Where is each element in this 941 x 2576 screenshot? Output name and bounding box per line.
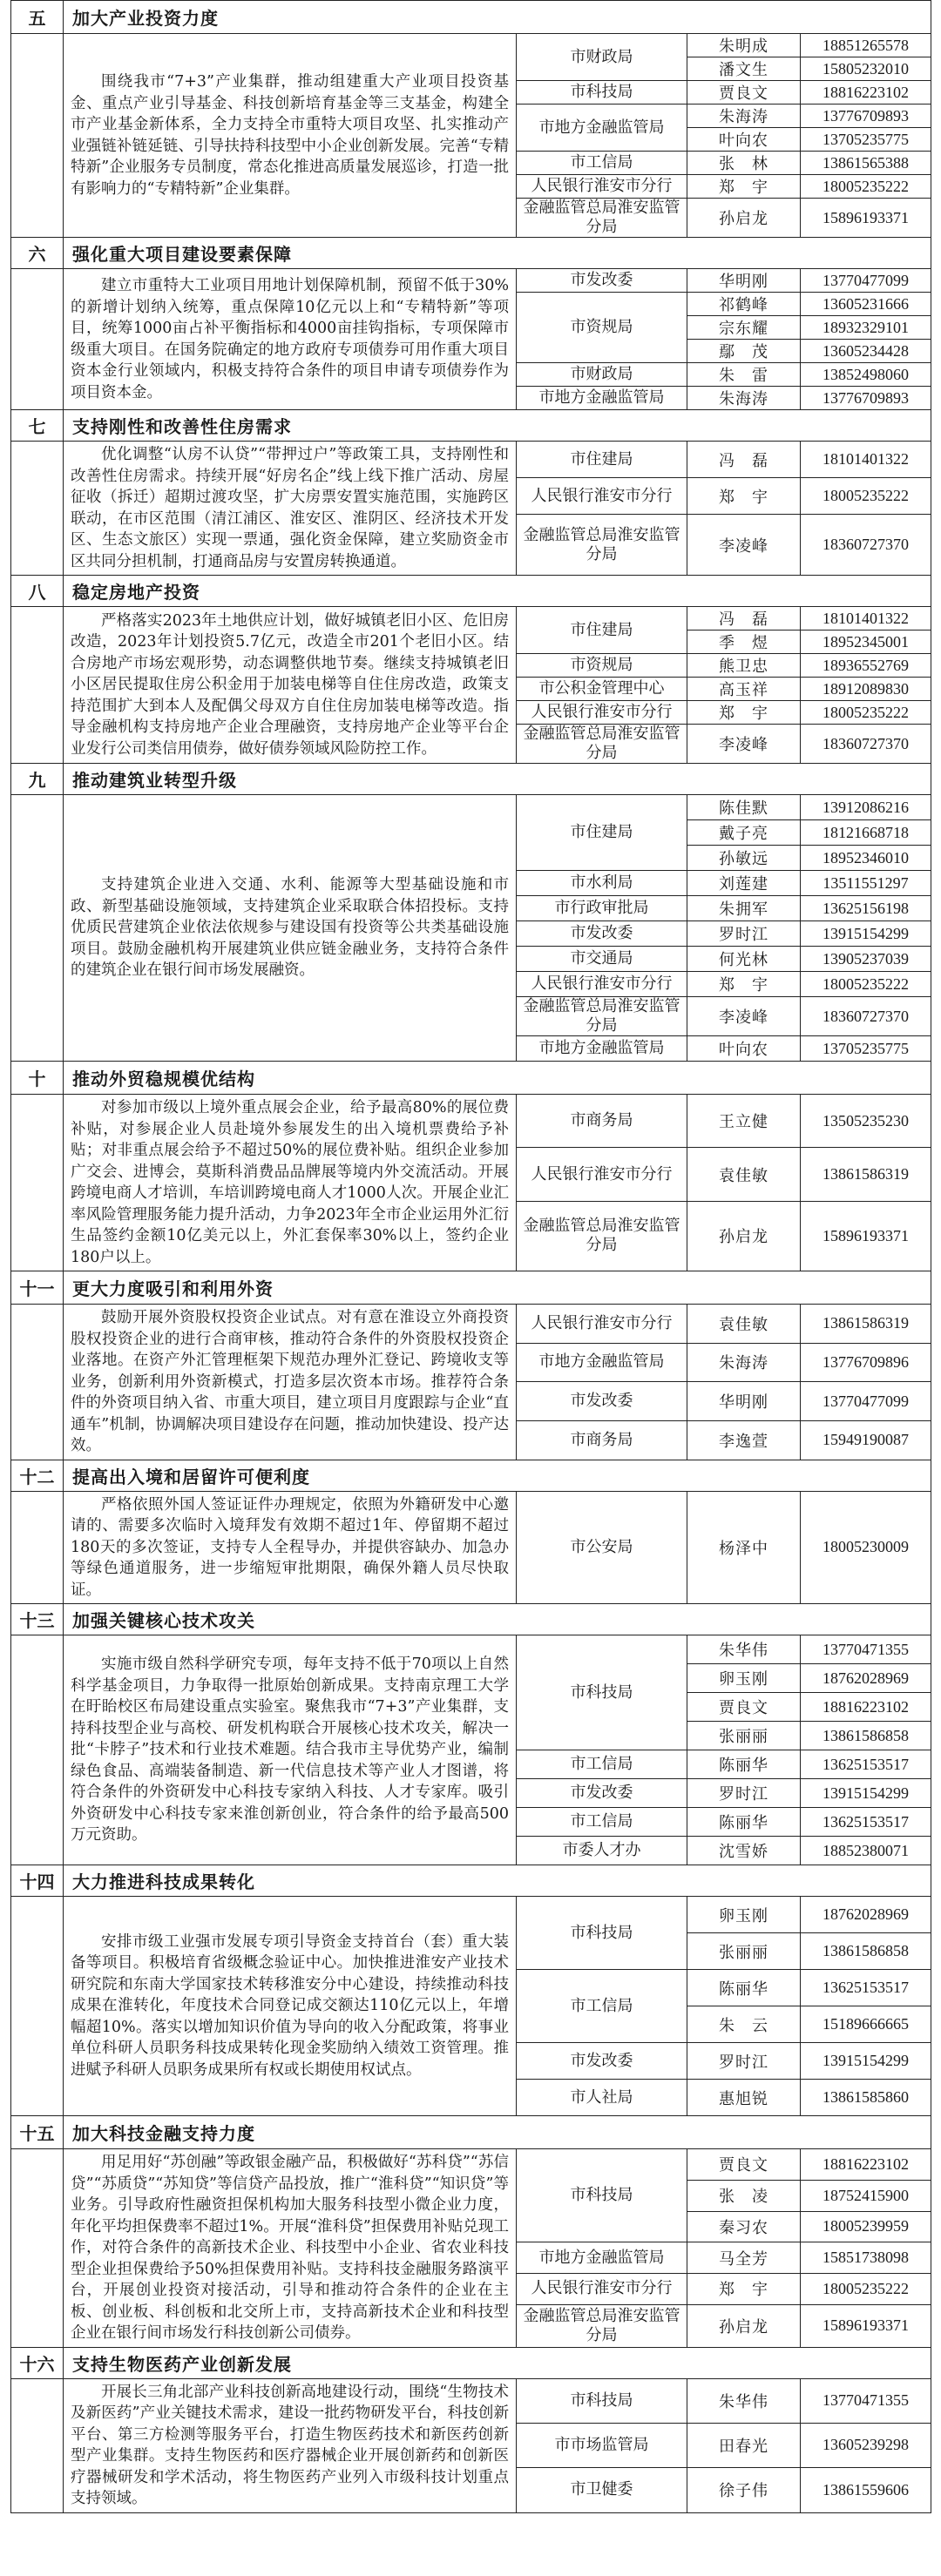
section-description: 对参加市级以上境外重点展会企业，给予最高80%的展位费补贴，对参展企业人员赴境外参展发生的出入境机票费给予补贴；对非重点展会给予不超过50%的展位费补贴。组织企业参加广交会、进博会，莫斯科消费品品牌展等境内外交流活动。开展跨境电商人才培训，车培训跨境电商人才1000人次。开展企业汇率风险管理服务能力提升活动，力争2023年全市企业运用外汇衍生品签约金额10亿美元以上，外汇套保率30%以上，签约企业180户以上。: [64, 1095, 517, 1271]
contact-row: [11, 1305, 931, 1344]
department-name: 市发改委: [517, 269, 687, 293]
department-name: 市科技局: [517, 2149, 687, 2242]
department-name: 人民银行淮安市分行: [517, 701, 687, 725]
section-title: 加强关键核心技术攻关: [64, 1604, 931, 1635]
contact-person: 冯 磊: [687, 442, 801, 478]
section-number: 十: [11, 1062, 64, 1095]
department-name: 市资规局: [517, 293, 687, 363]
department-name: 人民银行淮安市分行: [517, 175, 687, 199]
contact-person: 戴子亮: [687, 820, 801, 846]
section-description: 开展长三角北部产业科技创新高地建设行动，围绕“生物技术及新医药”产业关键技术需求，建设一批药物研发平台，科技创新平台、第三方检测等服务平台，打造生物医药技术和新医药创新型产业集群。支持生物医药和医疗器械企业开展创新药和创新医疗器械研发和学术活动，将生物医药产业列入市级科技计划重点支持领域。: [64, 2378, 517, 2512]
contact-row: [11, 34, 931, 57]
contact-phone[interactable]: 13861559606: [801, 2468, 931, 2512]
contact-person: 宗东耀: [687, 316, 801, 340]
contact-phone[interactable]: 13861585860: [801, 2080, 931, 2116]
contact-person: 郑 宇: [687, 972, 801, 997]
department-name: 市财政局: [517, 34, 687, 81]
section-number: 十二: [11, 1460, 64, 1491]
contact-phone[interactable]: 18005235222: [801, 478, 931, 515]
department-name: 市资规局: [517, 654, 687, 678]
department-name: 市发改委: [517, 1779, 687, 1808]
department-name: 金融监管总局淮安监管分局: [517, 515, 687, 576]
department-name: 市委人才办: [517, 1837, 687, 1865]
department-name: 金融监管总局淮安监管分局: [517, 725, 687, 764]
section-number-spacer: [11, 1635, 64, 1865]
section-header-row: [11, 238, 931, 269]
contact-row: [11, 607, 931, 631]
contact-phone[interactable]: 18101401322: [801, 607, 931, 631]
contact-person: 朱明成: [687, 34, 801, 57]
section-number-spacer: [11, 795, 64, 1062]
section-header-row: [11, 1062, 931, 1095]
contact-person: 贾良文: [687, 81, 801, 105]
contact-phone[interactable]: 18816223102: [801, 81, 931, 105]
department-name: 市发改委: [517, 1382, 687, 1421]
contact-phone[interactable]: 18005239959: [801, 2211, 931, 2242]
contact-phone[interactable]: 13705235775: [801, 128, 931, 152]
section-description: 实施市级自然科学研究专项，每年支持不低于70项以上自然科学基金项目，力争取得一批原始创新成果。支持南京理工大学在盱眙校区布局建设重点实验室。聚焦我市“7+3”产业集群，支持科技型企业与高校、研发机构联合开展核心技术攻关，解决一批“卡脖子”技术和行业技术难题。结合我市主导优势产业，编制绿色食品、高端装备制造、新一代信息技术等产业人才图谱，将符合条件的外资研发中心科技专家纳入科技、人才专家库。吸引外资研发中心科技专家来淮创新创业，符合条件的给予最高500万元资助。: [64, 1635, 517, 1865]
department-name: 市地方金融监管局: [517, 1343, 687, 1382]
contact-phone[interactable]: 18912089830: [801, 678, 931, 701]
section-header-row: [11, 1460, 931, 1491]
contact-person: 李凌峰: [687, 725, 801, 764]
contact-row: [11, 2378, 931, 2423]
section-title: 加大科技金融支持力度: [64, 2116, 931, 2149]
department-name: 市水利局: [517, 871, 687, 896]
section-header-row: [11, 2116, 931, 2149]
contact-person: 贾良文: [687, 1693, 801, 1722]
section-number: 十三: [11, 1604, 64, 1635]
contact-person: 马全芳: [687, 2242, 801, 2274]
contact-person: 贾良文: [687, 2149, 801, 2181]
department-name: 市地方金融监管局: [517, 387, 687, 410]
contact-person: 李逸萱: [687, 1420, 801, 1460]
contact-phone[interactable]: 18360727370: [801, 997, 931, 1036]
section-number-spacer: [11, 2378, 64, 2512]
contact-person: 王立健: [687, 1095, 801, 1148]
section-description: 建立市重特大工业项目用地计划保障机制，预留不低于30%的新增计划纳入统筹，重点保障10亿元以上和“专精特新”等项目，统筹1000亩占补平衡指标和4000亩挂钩指标，专项保障市级重大项目。在国务院确定的地方政府专项债券可用作重大项目资本金行业领域内，积极支持符合条件的项目申请专项债券作为项目资本金。: [64, 269, 517, 410]
contact-phone[interactable]: 13625153517: [801, 1750, 931, 1779]
contact-row: [11, 1095, 931, 1148]
contact-person: 陈丽华: [687, 1970, 801, 2006]
section-number: 五: [11, 1, 64, 34]
contact-phone[interactable]: 13776709896: [801, 1343, 931, 1382]
contact-phone[interactable]: 15851738098: [801, 2242, 931, 2274]
contact-person: 叶向农: [687, 128, 801, 152]
contact-phone[interactable]: 13852498060: [801, 363, 931, 387]
contact-person: 孙启龙: [687, 1201, 801, 1271]
department-name: 市工信局: [517, 1750, 687, 1779]
contact-phone[interactable]: 13511551297: [801, 871, 931, 896]
contact-phone[interactable]: 18851265578: [801, 34, 931, 57]
section-title: 支持生物医药产业创新发展: [64, 2347, 931, 2378]
department-name: 金融监管总局淮安监管分局: [517, 199, 687, 238]
section-title: 提高出入境和居留许可便利度: [64, 1460, 931, 1491]
contact-phone[interactable]: 18101401322: [801, 442, 931, 478]
department-name: 市人社局: [517, 2080, 687, 2116]
contact-phone[interactable]: 13625153517: [801, 1970, 931, 2006]
contact-person: 袁佳敏: [687, 1148, 801, 1201]
contact-person: 鄢 茂: [687, 340, 801, 363]
section-title: 推动外贸稳规模优结构: [64, 1062, 931, 1095]
contact-phone[interactable]: 13625153517: [801, 1808, 931, 1837]
contact-phone[interactable]: 13776709893: [801, 105, 931, 128]
contact-phone[interactable]: 13770471355: [801, 2378, 931, 2423]
section-title: 大力推进科技成果转化: [64, 1865, 931, 1897]
contact-phone[interactable]: 18005235222: [801, 175, 931, 199]
contact-phone[interactable]: 18762028969: [801, 1897, 931, 1933]
department-name: 市公安局: [517, 1491, 687, 1604]
section-title: 更大力度吸引和利用外资: [64, 1271, 931, 1305]
contact-phone[interactable]: 13770477099: [801, 269, 931, 293]
contact-person: 张丽丽: [687, 1722, 801, 1750]
contact-person: 张丽丽: [687, 1933, 801, 1970]
section-description: 围绕我市“7+3”产业集群，推动组建重大产业项目投资基金、重点产业引导基金、科技创新培育基金等三支基金，构建全市产业基金新体系，全力支持全市重特大项目攻坚、扎实推动产业强链补链延链、引导扶持科技型中小企业创新发展。完善“专精特新”企业服务专员制度，常态化推进高质量发展巡诊，打造一批有影响力的“专精特新”企业集群。: [64, 34, 517, 238]
section-description: 鼓励开展外资股权投资企业试点。对有意在淮设立外商投资股权投资企业的进行合商审核，推动符合条件的外资股权投资企业落地。在资产外汇管理框架下规范办理外汇登记、跨境收支等业务，创新利用外资新模式，打造多层次资本市场。推荐符合条件的外资项目纳入省、市重大项目，建立项目月度跟踪与企业“直通车”机制，协调解决项目建设存在问题，推动加快建设、投产达效。: [64, 1305, 517, 1460]
department-name: 市发改委: [517, 921, 687, 947]
department-name: 市交通局: [517, 947, 687, 972]
department-name: 市科技局: [517, 81, 687, 105]
contact-person: 叶向农: [687, 1036, 801, 1062]
department-name: 金融监管总局淮安监管分局: [517, 1201, 687, 1271]
section-header-row: [11, 1, 931, 34]
section-number: 十五: [11, 2116, 64, 2149]
contact-phone[interactable]: 18932329101: [801, 316, 931, 340]
contact-person: 朱海涛: [687, 1343, 801, 1382]
policy-table: [10, 0, 931, 2513]
department-name: 金融监管总局淮安监管分局: [517, 997, 687, 1036]
department-name: 人民银行淮安市分行: [517, 1148, 687, 1201]
contact-phone[interactable]: 15949190087: [801, 1420, 931, 1460]
contact-phone[interactable]: 18005235222: [801, 972, 931, 997]
contact-phone[interactable]: 13605239298: [801, 2423, 931, 2467]
contact-person: 华明刚: [687, 1382, 801, 1421]
department-name: 市地方金融监管局: [517, 2242, 687, 2274]
section-number-spacer: [11, 1095, 64, 1271]
contact-phone[interactable]: 18360727370: [801, 725, 931, 764]
section-title: 支持刚性和改善性住房需求: [64, 410, 931, 442]
contact-phone[interactable]: 13861586858: [801, 1722, 931, 1750]
section-number-spacer: [11, 442, 64, 576]
department-name: 人民银行淮安市分行: [517, 2274, 687, 2305]
section-description: 支持建筑企业进入交通、水利、能源等大型基础设施和市政、新型基础设施领域，支持建筑企业采取联合体招投标。支持优质民营建筑企业依法依规参与建设国有投资等公共类基础设施项目。鼓励金融机构开展建筑业供应链金融业务，支持符合条件的建筑企业在银行间市场发展融资。: [64, 795, 517, 1062]
contact-person: 朱 雷: [687, 363, 801, 387]
contact-person: 何光林: [687, 947, 801, 972]
section-title: 加大产业投资力度: [64, 1, 931, 34]
department-name: 人民银行淮安市分行: [517, 1305, 687, 1344]
contact-phone[interactable]: 18005235222: [801, 2274, 931, 2305]
contact-person: 秦习农: [687, 2211, 801, 2242]
contact-phone[interactable]: 15896193371: [801, 1201, 931, 1271]
contact-person: 卵玉刚: [687, 1897, 801, 1933]
contact-phone[interactable]: 15896193371: [801, 199, 931, 238]
department-name: 人民银行淮安市分行: [517, 972, 687, 997]
policy-document: [10, 0, 931, 2513]
department-name: 市住建局: [517, 442, 687, 478]
department-name: 市科技局: [517, 1635, 687, 1750]
contact-row: [11, 1897, 931, 1933]
contact-person: 郑 宇: [687, 175, 801, 199]
contact-phone[interactable]: 18005230009: [801, 1491, 931, 1604]
section-description: 严格依照外国人签证证件办理规定，依照为外籍研发中心邀请的、需要多次临时入境拜发有效期不超过1年、停留期不超过180天的多次签证，支持专人全程导办，并提供容缺办、加急办等绿色通道服务，进一步缩短审批期限，确保外籍人员尽快取证。: [64, 1491, 517, 1604]
contact-person: 郑 宇: [687, 701, 801, 725]
contact-person: 卵玉刚: [687, 1664, 801, 1693]
department-name: 市工信局: [517, 152, 687, 175]
contact-person: 刘莲建: [687, 871, 801, 896]
contact-phone[interactable]: 13770471355: [801, 1635, 931, 1664]
contact-phone[interactable]: 18936552769: [801, 654, 931, 678]
contact-person: 袁佳敏: [687, 1305, 801, 1344]
contact-phone[interactable]: 18952345001: [801, 631, 931, 654]
section-description: 用足用好“苏创融”等政银金融产品，积极做好“苏科贷”“苏信贷”“苏质贷”“苏知贷”等信贷产品投放，推广“淮科贷”“知识贷”等业务。引导政府性融资担保机构加大服务科技型小微企业力度，年化平均担保费率不超过1%。开展“淮科贷”担保费用补贴兑现工作，对符合条件的高新技术企业、科技型中小企业、省农业科技型企业担保费给予50%担保费用补贴。支持科技金融服务路演平台，开展创业投资对接活动，引导和推动符合条件的企业在主板、创业板、科创板和北交所上市，支持高新技术企业和科技型企业在银行间市场发行科技创新公司债券。: [64, 2149, 517, 2348]
contact-person: 高玉祥: [687, 678, 801, 701]
contact-person: 祁鹤峰: [687, 293, 801, 316]
contact-person: 孙启龙: [687, 2304, 801, 2347]
department-name: 市发改委: [517, 2043, 687, 2080]
contact-person: 朱华伟: [687, 1635, 801, 1664]
department-name: 市工信局: [517, 1808, 687, 1837]
contact-person: 冯 磊: [687, 607, 801, 631]
section-header-row: [11, 1604, 931, 1635]
contact-phone[interactable]: 13861565388: [801, 152, 931, 175]
contact-person: 李凌峰: [687, 515, 801, 576]
contact-phone[interactable]: 13625156198: [801, 896, 931, 921]
section-number-spacer: [11, 2149, 64, 2348]
contact-phone[interactable]: 13861586319: [801, 1148, 931, 1201]
contact-row: [11, 795, 931, 820]
contact-person: 朱 云: [687, 2006, 801, 2043]
contact-person: 罗时江: [687, 1779, 801, 1808]
contact-person: 张 凌: [687, 2180, 801, 2211]
contact-phone[interactable]: 13776709893: [801, 387, 931, 410]
contact-person: 徐子伟: [687, 2468, 801, 2512]
section-description: 安排市级工业强市发展专项引导资金支持首台（套）重大装备等项目。积极培育省级概念验证中心。加快推进淮安产业技术研究院和东南大学国家技术转移淮安分中心建设，持续推动科技成果在淮转化，年度技术合同登记成交额达110亿元以上，年增幅超10%。落实以增加知识价值为导向的收入分配政策，将事业单位科研人员职务科技成果转化现金奖励纳入绩效工资管理。推进赋予科研人员职务成果所有权或长期使用权试点。: [64, 1897, 517, 2116]
section-header-row: [11, 2347, 931, 2378]
department-name: 人民银行淮安市分行: [517, 478, 687, 515]
policy-table-body: [11, 1, 931, 2513]
section-number: 十六: [11, 2347, 64, 2378]
contact-phone[interactable]: 13905237039: [801, 947, 931, 972]
contact-phone[interactable]: 15805232010: [801, 57, 931, 81]
contact-row: [11, 442, 931, 478]
contact-person: 郑 宇: [687, 478, 801, 515]
section-number: 十四: [11, 1865, 64, 1897]
contact-person: 陈丽华: [687, 1808, 801, 1837]
contact-person: 杨泽中: [687, 1491, 801, 1604]
contact-phone[interactable]: 18121668718: [801, 820, 931, 846]
department-name: 市地方金融监管局: [517, 105, 687, 152]
contact-person: 朱海涛: [687, 105, 801, 128]
section-number: 十一: [11, 1271, 64, 1305]
contact-phone[interactable]: 13915154299: [801, 1779, 931, 1808]
contact-person: 朱华伟: [687, 2378, 801, 2423]
contact-row: [11, 1491, 931, 1604]
department-name: 市地方金融监管局: [517, 1036, 687, 1062]
contact-row: [11, 2149, 931, 2181]
contact-phone[interactable]: 18816223102: [801, 1693, 931, 1722]
section-number: 九: [11, 764, 64, 795]
contact-person: 朱海涛: [687, 387, 801, 410]
section-description: 严格落实2023年土地供应计划，做好城镇老旧小区、危旧房改造，2023年计划投资5.7亿元，改造全市201个老旧小区。结合房地产市场宏观形势，动态调整供地节奏。继续支持城镇老旧小区居民提取住房公积金用于加装电梯等自住住房改造，政策支持范围扩大到本人及配偶父母双方自住住房加装电梯等改造。指导金融机构支持房地产企业合理融资，支持房地产企业等平台企业发行公司类信用债券，做好债券领域风险防控工作。: [64, 607, 517, 764]
contact-person: 惠旭锐: [687, 2080, 801, 2116]
contact-person: 熊卫忠: [687, 654, 801, 678]
contact-person: 郑 宇: [687, 2274, 801, 2305]
contact-phone[interactable]: 13705235775: [801, 1036, 931, 1062]
contact-phone[interactable]: 13770477099: [801, 1382, 931, 1421]
contact-person: 孙启龙: [687, 199, 801, 238]
contact-person: 季 煜: [687, 631, 801, 654]
section-number: 六: [11, 238, 64, 269]
department-name: 市住建局: [517, 795, 687, 871]
contact-phone[interactable]: 13915154299: [801, 921, 931, 947]
contact-phone[interactable]: 13861586858: [801, 1933, 931, 1970]
contact-person: 田春光: [687, 2423, 801, 2467]
section-number: 八: [11, 576, 64, 607]
section-number-spacer: [11, 34, 64, 238]
department-name: 市商务局: [517, 1420, 687, 1460]
section-header-row: [11, 764, 931, 795]
contact-phone[interactable]: 18816223102: [801, 2149, 931, 2181]
section-number-spacer: [11, 1305, 64, 1460]
contact-person: 孙敏远: [687, 846, 801, 871]
contact-phone[interactable]: 13861586319: [801, 1305, 931, 1344]
department-name: 市住建局: [517, 607, 687, 654]
section-number-spacer: [11, 1897, 64, 2116]
section-title: 强化重大项目建设要素保障: [64, 238, 931, 269]
contact-phone[interactable]: 13605231666: [801, 293, 931, 316]
contact-person: 华明刚: [687, 269, 801, 293]
contact-person: 罗时江: [687, 921, 801, 947]
contact-phone[interactable]: 18752415900: [801, 2180, 931, 2211]
contact-person: 沈雪娇: [687, 1837, 801, 1865]
section-number-spacer: [11, 607, 64, 764]
section-header-row: [11, 576, 931, 607]
department-name: 市卫健委: [517, 2468, 687, 2512]
contact-phone[interactable]: 18360727370: [801, 515, 931, 576]
section-number-spacer: [11, 1491, 64, 1604]
department-name: 市财政局: [517, 363, 687, 387]
contact-row: [11, 1635, 931, 1664]
section-header-row: [11, 1271, 931, 1305]
contact-phone[interactable]: 13915154299: [801, 2043, 931, 2080]
section-description: 优化调整“认房不认贷”“带押过户”等政策工具，支持刚性和改善性住房需求。持续开展“好房名企”线上线下推广活动、房屋征收（拆迁）超期过渡攻坚，扩大房票安置实施范围，实施跨区联动，在市区范围（清江浦区、淮安区、淮阴区、经济技术开发区、生态文旅区）实现一票通，强化资金保障，建立奖励资金市区共同分担机制，打通商品房与安置房转换通道。: [64, 442, 517, 576]
contact-person: 罗时江: [687, 2043, 801, 2080]
contact-person: 李凌峰: [687, 997, 801, 1036]
contact-phone[interactable]: 13605234428: [801, 340, 931, 363]
contact-person: 陈佳默: [687, 795, 801, 820]
department-name: 市科技局: [517, 2378, 687, 2423]
contact-person: 陈丽华: [687, 1750, 801, 1779]
section-number-spacer: [11, 269, 64, 410]
department-name: 市公积金管理中心: [517, 678, 687, 701]
department-name: 市工信局: [517, 1970, 687, 2043]
section-number: 七: [11, 410, 64, 442]
contact-row: [11, 269, 931, 293]
contact-phone[interactable]: 18952346010: [801, 846, 931, 871]
contact-phone[interactable]: 18762028969: [801, 1664, 931, 1693]
contact-phone[interactable]: 18005235222: [801, 701, 931, 725]
section-header-row: [11, 1865, 931, 1897]
contact-phone[interactable]: 15896193371: [801, 2304, 931, 2347]
department-name: 市商务局: [517, 1095, 687, 1148]
contact-phone[interactable]: 15189666665: [801, 2006, 931, 2043]
department-name: 市科技局: [517, 1897, 687, 1970]
contact-person: 朱拥军: [687, 896, 801, 921]
contact-phone[interactable]: 13505235230: [801, 1095, 931, 1148]
department-name: 市行政审批局: [517, 896, 687, 921]
section-title: 推动建筑业转型升级: [64, 764, 931, 795]
department-name: 金融监管总局淮安监管分局: [517, 2304, 687, 2347]
contact-person: 张 林: [687, 152, 801, 175]
contact-phone[interactable]: 18852380071: [801, 1837, 931, 1865]
contact-phone[interactable]: 13912086216: [801, 795, 931, 820]
department-name: 市市场监管局: [517, 2423, 687, 2467]
contact-person: 潘文生: [687, 57, 801, 81]
section-title: 稳定房地产投资: [64, 576, 931, 607]
section-header-row: [11, 410, 931, 442]
